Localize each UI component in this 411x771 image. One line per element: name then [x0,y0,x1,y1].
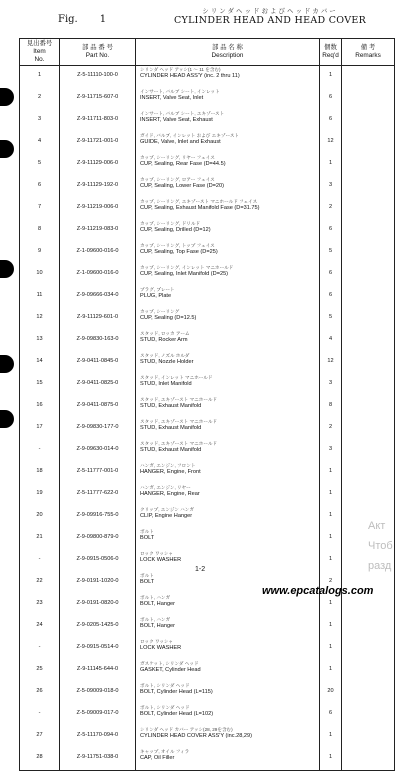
description-en: BOLT, Cylinder Head (L=115) [140,689,213,695]
quantity-cell: 4 [320,330,342,352]
quantity-cell: 1 [320,594,342,616]
description-cell [136,638,320,660]
header-part-no [60,39,136,66]
quantity-cell: 3 [320,440,342,462]
item-number-cell: 7 [20,198,60,220]
table-row [20,506,395,528]
description-cell [136,352,320,374]
table-row [20,462,395,484]
part-number-cell: Z-9-0191-0820-0 [60,594,136,616]
description-cell [136,418,320,440]
description-jp: ガスケット, シリンダ ヘッド [140,661,199,666]
description-cell [136,484,320,506]
table-row [20,286,395,308]
part-number-cell: Z-9-0915-0506-0 [60,550,136,572]
description-cell [136,506,320,528]
remarks-cell [342,660,395,682]
description-cell [136,594,320,616]
table-row [20,748,395,771]
description-cell [136,704,320,726]
description-jp: カップ, シーリング, エキゾースト マニホールド フェイス [140,199,258,204]
quantity-cell: 12 [320,132,342,154]
description-jp: スタッド, ロッカ アーム [140,331,190,336]
table-row [20,308,395,330]
table-row [20,638,395,660]
remarks-cell [342,616,395,638]
header-item-en2: No. [34,56,45,63]
remarks-cell [342,462,395,484]
item-number-cell: 5 [20,154,60,176]
description-en: INSERT, Valve Seat, Exhaust [140,117,213,123]
title-en: CYLINDER HEAD AND HEAD COVER [173,15,367,26]
table-row [20,330,395,352]
description-cell [136,726,320,748]
description-cell [136,242,320,264]
item-number-cell: 2 [20,88,60,110]
description-cell [136,550,320,572]
table-row [20,374,395,396]
table-row [20,132,395,154]
description-en: STUD, Exhaust Manifold [140,447,202,453]
quantity-cell: 6 [320,88,342,110]
description-en: CLIP, Engine Hanger [140,513,193,519]
quantity-cell: 6 [320,110,342,132]
description-jp: ボルト [140,529,154,534]
description-en: LOCK WASHER [140,557,182,563]
remarks-cell [342,418,395,440]
item-number-cell: 8 [20,220,60,242]
quantity-cell: 1 [320,484,342,506]
quantity-cell: 1 [320,506,342,528]
remarks-cell [342,682,395,704]
description-en: CUP, Sealing, Exhaust Manifold Fase (D=31.75) [140,205,260,211]
part-number-cell: Z-9-11721-001-0 [60,132,136,154]
description-cell [136,286,320,308]
figure-label [58,14,106,25]
header-item [20,39,60,66]
item-number-cell: - [20,550,60,572]
part-number-cell: Z-5-11777-622-0 [60,484,136,506]
description-jp: ボルト, ハンガ [140,595,171,600]
description-jp: スタッド, エキゾースト マニホールド [140,397,218,402]
description-en: STUD, Inlet Manifold [140,381,192,387]
table-row [20,616,395,638]
description-jp: ボルト [140,573,154,578]
description-jp: シリンダ ヘッド カバー アッシ(28, 29を含む) [140,727,233,732]
remarks-cell [342,352,395,374]
quantity-cell: 2 [320,198,342,220]
remarks-cell [342,154,395,176]
remarks-cell [342,308,395,330]
quantity-cell: 3 [320,374,342,396]
binder-hole [0,355,14,373]
description-cell [136,154,320,176]
item-number-cell: 12 [20,308,60,330]
header-req-jp: 個数 [324,44,337,51]
description-cell [136,110,320,132]
parts-table [19,38,395,771]
description-jp: スタッド, エキゾースト マニホールド [140,419,218,424]
description-cell [136,308,320,330]
part-number-cell: Z-9-09830-177-0 [60,418,136,440]
remarks-cell [342,484,395,506]
description-en: HANGER, Engine, Front [140,469,201,475]
table-row [20,88,395,110]
binder-hole [0,410,14,428]
item-number-cell: - [20,704,60,726]
quantity-cell: 1 [320,726,342,748]
description-en: CUP, Sealing, Lower Fase (D=20) [140,183,224,189]
description-cell [136,528,320,550]
table-row [20,220,395,242]
item-number-cell: 23 [20,594,60,616]
remarks-cell [342,440,395,462]
item-number-cell: 16 [20,396,60,418]
table-row [20,110,395,132]
remarks-cell [342,726,395,748]
header-part-jp: 部 品 番 号 [82,44,113,51]
remarks-cell [342,110,395,132]
table-row [20,484,395,506]
header-part-en: Part No. [85,52,110,59]
description-jp: ガイド, バルブ, インレット および エキゾースト [140,133,240,138]
item-number-cell: 15 [20,374,60,396]
description-en: CUP, Sealing, Rear Fase (D=44.5) [140,161,226,167]
table-row [20,594,395,616]
description-jp: キャップ, オイル フィラ [140,749,190,754]
part-number-cell: Z-9-0205-1425-0 [60,616,136,638]
part-number-cell: Z-9-11145-644-0 [60,660,136,682]
part-number-cell: Z-9-0411-0875-0 [60,396,136,418]
table-row [20,418,395,440]
remarks-cell [342,264,395,286]
description-cell [136,396,320,418]
part-number-cell: Z-9-09830-163-0 [60,330,136,352]
description-cell [136,462,320,484]
description-en: HANGER, Engine, Rear [140,491,200,497]
part-number-cell: Z-9-11129-006-0 [60,154,136,176]
header-description [136,39,320,66]
part-number-cell: Z-9-11219-083-0 [60,220,136,242]
remarks-cell [342,198,395,220]
part-number-cell: Z-1-09600-016-0 [60,242,136,264]
description-cell [136,176,320,198]
quantity-cell: 5 [320,308,342,330]
table-row [20,440,395,462]
description-en: BOLT [140,579,155,585]
item-number-cell: 6 [20,176,60,198]
remarks-cell [342,748,395,771]
part-number-cell: Z-5-09009-017-0 [60,704,136,726]
item-number-cell: 13 [20,330,60,352]
description-jp: カップ, シーリング, トップ フェイス [140,243,215,248]
description-en: CAP, Oil Filler [140,755,175,761]
description-jp: スタッド, インレット マニホールド [140,375,213,380]
remarks-cell [342,66,395,89]
binder-hole [0,260,14,278]
quantity-cell: 1 [320,616,342,638]
remarks-cell [342,594,395,616]
table-row [20,704,395,726]
table-row [20,198,395,220]
table-row [20,154,395,176]
remarks-cell [342,330,395,352]
part-number-cell: Z-9-0915-0514-0 [60,638,136,660]
item-number-cell: 28 [20,748,60,771]
item-number-cell: 25 [20,660,60,682]
description-cell [136,748,320,771]
description-jp: カップ, シーリング, ロアー フェイス [140,177,215,182]
description-en: CUP, Sealing, Top Fase (D=25) [140,249,218,255]
description-cell [136,66,320,89]
description-jp: ボルト, シリンダ ヘッド [140,705,190,710]
binder-hole [0,88,14,106]
item-number-cell: 4 [20,132,60,154]
part-number-cell: Z-9-0411-0825-0 [60,374,136,396]
description-jp: カップ, シーリング, リヤー フェイス [140,155,215,160]
item-number-cell: - [20,440,60,462]
description-cell [136,88,320,110]
description-cell [136,330,320,352]
header-remarks-en: Remarks [355,52,381,59]
header-item-en1: Item [33,48,46,55]
description-en: CYLINDER HEAD ASS'Y (inc. 2 thru 11) [140,73,240,79]
remarks-cell [342,242,395,264]
description-en: CUP, Sealing (D=12.5) [140,315,197,321]
part-number-cell: Z-9-09666-034-0 [60,286,136,308]
fig-label-text: Fig. [58,14,78,25]
description-cell [136,132,320,154]
description-en: STUD, Nozzle Holder [140,359,194,365]
description-jp: カップ, シーリング [140,309,180,314]
part-number-cell: Z-9-0191-1020-0 [60,572,136,594]
part-number-cell: Z-9-11219-006-0 [60,198,136,220]
description-en: CUP, Sealing, Inlet Manifold (D=25) [140,271,229,277]
description-en: CUP, Sealing, Drilled (D=12) [140,227,211,233]
quantity-cell: 6 [320,704,342,726]
description-jp: ハンガ, エンジン, フロント [140,463,196,468]
table-row [20,726,395,748]
description-cell [136,440,320,462]
item-number-cell: 18 [20,462,60,484]
table-row [20,660,395,682]
description-jp: スタッド, ノズル ホルダ [140,353,190,358]
item-number-cell: 26 [20,682,60,704]
description-en: STUD, Exhaust Manifold [140,425,202,431]
remarks-cell [342,176,395,198]
table-row [20,396,395,418]
watermark-line: разд [368,560,392,572]
item-number-cell: 10 [20,264,60,286]
quantity-cell: 5 [320,242,342,264]
quantity-cell: 1 [320,154,342,176]
description-jp: インサート, バルブ シート, エキゾースト [140,111,225,116]
description-en: BOLT, Cylinder Head (L=102) [140,711,214,717]
description-cell [136,660,320,682]
part-number-cell: Z-9-11129-192-0 [60,176,136,198]
description-en: LOCK WASHER [140,645,182,651]
watermark-text [368,516,393,576]
description-cell [136,616,320,638]
header-item-jp: 見出番号 [26,40,53,47]
description-jp: インサート, バルブ シート, インレット [140,89,220,94]
quantity-cell: 6 [320,286,342,308]
item-number-cell: 22 [20,572,60,594]
description-cell [136,264,320,286]
part-number-cell: Z-9-11129-601-0 [60,308,136,330]
fig-number: 1 [99,14,107,25]
remarks-cell [342,88,395,110]
quantity-cell: 1 [320,66,342,89]
description-jp: ロック ワッシャ [140,639,174,644]
part-number-cell: Z-9-09916-755-0 [60,506,136,528]
part-number-cell: Z-9-09800-879-0 [60,528,136,550]
description-en: BOLT, Hanger [140,601,176,607]
header-req-en: Req'd [322,52,339,59]
item-number-cell: 14 [20,352,60,374]
remarks-cell [342,396,395,418]
description-en: STUD, Rocker Arm [140,337,188,343]
table-row [20,242,395,264]
remarks-cell [342,638,395,660]
item-number-cell: 19 [20,484,60,506]
quantity-cell: 6 [320,220,342,242]
item-number-cell: 3 [20,110,60,132]
description-jp: スタッド, エキゾースト マニホールド [140,441,218,446]
item-number-cell: - [20,638,60,660]
quantity-cell: 1 [320,550,342,572]
description-jp: カップ, シーリング, ドリルド [140,221,201,226]
description-jp: プラグ, プレート [140,287,175,292]
page-number: 1-2 [195,566,206,573]
quantity-cell: 1 [320,748,342,771]
part-number-cell: Z-5-11110-100-0 [60,66,136,89]
description-en: GASKET, Cylinder Head [140,667,201,673]
binder-hole [0,140,14,158]
description-cell [136,374,320,396]
description-en: INSERT, Valve Seat, Inlet [140,95,204,101]
header-reqd [320,39,342,66]
description-jp: シリンダ ヘッド アッシ(1 ～ 11 を含む) [140,67,221,72]
header-remarks [342,39,395,66]
remarks-cell [342,374,395,396]
description-jp: ロック ワッシャ [140,551,174,556]
quantity-cell: 1 [320,462,342,484]
watermark-line: Чтоб [368,540,393,552]
quantity-cell: 2 [320,572,342,594]
table-row [20,352,395,374]
description-en: BOLT, Hanger [140,623,176,629]
item-number-cell: 1 [20,66,60,89]
part-number-cell: Z-9-11715-607-0 [60,88,136,110]
table-row [20,550,395,572]
part-number-cell: Z-1-09600-016-0 [60,264,136,286]
description-en: CYLINDER HEAD COVER ASS'Y (inc.28,29) [140,733,252,739]
description-cell [136,682,320,704]
part-number-cell: Z-9-11711-803-0 [60,110,136,132]
description-cell [136,220,320,242]
title-jp: シリンダヘッドおよびヘッドカバー [202,8,338,15]
description-jp: クリップ, エンジン ハンガ [140,507,194,512]
quantity-cell: 1 [320,638,342,660]
part-number-cell: Z-9-11751-038-0 [60,748,136,771]
site-url-link[interactable]: www.epcatalogs.com [262,585,374,597]
table-row [20,66,395,89]
item-number-cell: 17 [20,418,60,440]
item-number-cell: 27 [20,726,60,748]
description-en: BOLT [140,535,155,541]
quantity-cell: 2 [320,418,342,440]
header-desc-en: Description [211,52,244,59]
table-row [20,528,395,550]
table-row [20,264,395,286]
description-jp: ボルト, ハンガ [140,617,171,622]
page-title [150,6,390,26]
part-number-cell: Z-9-09630-014-0 [60,440,136,462]
part-number-cell: Z-5-11777-001-0 [60,462,136,484]
description-en: STUD, Exhaust Manifold [140,403,202,409]
quantity-cell: 20 [320,682,342,704]
part-number-cell: Z-5-11170-094-0 [60,726,136,748]
watermark-line: Акт [368,520,386,532]
table-row [20,176,395,198]
item-number-cell: 9 [20,242,60,264]
quantity-cell: 1 [320,660,342,682]
description-jp: ボルト, シリンダ ヘッド [140,683,190,688]
header-remarks-jp: 備 考 [360,44,376,51]
description-en: GUIDE, Valve, Inlet and Exhaust [140,139,221,145]
description-jp: ハンガ, エンジン, リヤー [140,485,191,490]
item-number-cell: 21 [20,528,60,550]
description-jp: カップ, シーリング, インレット マニホールド [140,265,234,270]
description-en: PLUG, Plate [140,293,172,299]
part-number-cell: Z-9-0411-0845-0 [60,352,136,374]
quantity-cell: 8 [320,396,342,418]
remarks-cell [342,220,395,242]
table-row [20,682,395,704]
part-number-cell: Z-5-09009-018-0 [60,682,136,704]
remarks-cell [342,132,395,154]
remarks-cell [342,286,395,308]
header-desc-jp: 部 品 名 称 [212,44,243,51]
remarks-cell [342,704,395,726]
quantity-cell: 1 [320,528,342,550]
description-cell [136,198,320,220]
item-number-cell: 20 [20,506,60,528]
item-number-cell: 24 [20,616,60,638]
quantity-cell: 12 [320,352,342,374]
item-number-cell: 11 [20,286,60,308]
quantity-cell: 3 [320,176,342,198]
quantity-cell: 6 [320,264,342,286]
table-header-row [20,39,395,66]
